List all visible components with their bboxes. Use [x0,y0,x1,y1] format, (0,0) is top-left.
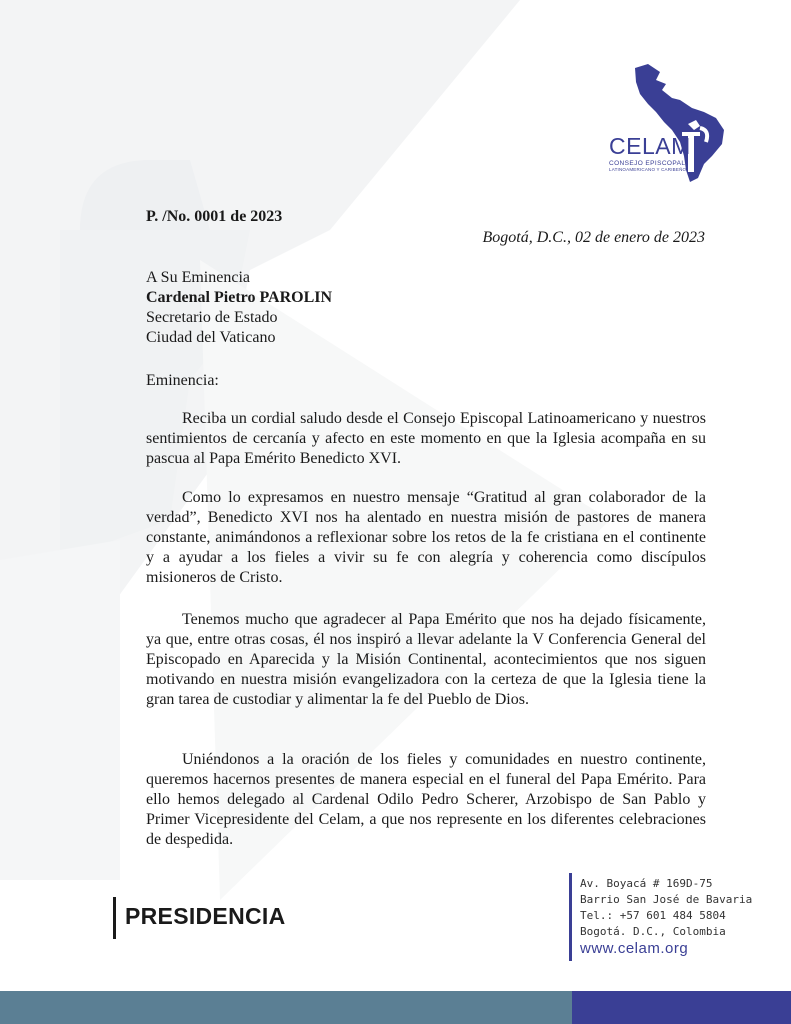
address-line-2: Barrio San José de Bavaria [580,893,753,906]
logo-subtitle-2: LATINOAMERICANO Y CARIBEÑO [609,167,687,172]
reference-number: P. /No. 0001 de 2023 [146,208,283,225]
city: Bogotá. D.C., Colombia [580,925,726,938]
website-link[interactable]: www.celam.org [580,940,689,957]
body-paragraph-2 [146,488,706,588]
addressee-name: Cardenal Pietro PAROLIN [146,289,333,306]
letter-date: Bogotá, D.C., 02 de enero de 2023 [482,229,705,246]
paragraph-text: Como lo expresamos en nuestro mensaje “Gratitud al gran colaborador de la verdad”, Benedicto XVI nos ha alentado en nuestra misión de pastores de manera constante, animándonos a reflexionar sobre los retos de la fe cristiana en el continente y a ayudar a los fieles a vivir su fe con alegría y coherencia como discípulos misioneros de Cristo. [146,489,706,586]
footer-band-left [0,991,572,1024]
addressee-place: Ciudad del Vaticano [146,329,276,346]
body-paragraph-4 [146,750,706,850]
presidencia-label: PRESIDENCIA [125,903,286,929]
body-paragraph-3 [146,610,706,710]
footer-band-right [572,991,791,1024]
paragraph-text: Reciba un cordial saludo desde el Consejo Episcopal Latinoamericano y nuestros sentimientos de cercanía y afecto en este momento en que la Iglesia acompaña en su pascua al Papa Emérito Benedicto XVI. [146,410,706,467]
salutation: Eminencia: [146,372,219,389]
body-paragraph-1 [146,409,706,469]
addressee-title: Secretario de Estado [146,309,278,326]
paragraph-text: Tenemos mucho que agradecer al Papa Emérito que nos ha dejado físicamente, ya que, entre otras cosas, él nos inspiró a llevar adelante la V Conferencia General del Episcopado en Aparecida y la Misión Continental, acontecimientos que nos siguen motivando en nuestra misión evangelizadora con la certeza de que la Iglesia tiene la gran tarea de custodiar y alimentar la fe del Pueblo de Dios. [146,611,706,708]
addressee-block [146,268,332,348]
contact-divider [569,873,572,961]
contact-block [580,876,752,957]
address-line-1: Av. Boyacá # 169D-75 [580,877,713,890]
logo-subtitle-1: CONSEJO EPISCOPAL [609,160,686,167]
logo-name: CELAM [609,133,691,159]
phone: Tel.: +57 601 484 5804 [580,909,726,922]
celam-logo [609,134,691,172]
presidencia-divider [113,897,116,939]
addressee-line: A Su Eminencia [146,269,250,286]
paragraph-text: Uniéndonos a la oración de los fieles y comunidades en nuestro continente, queremos hacernos presentes de manera especial en el funeral del Papa Emérito. Para ello hemos delegado al Cardenal Odilo Pedro Scherer, Arzobispo de San Pablo y Primer Vicepresidente del Celam, a que nos represente en los diferentes celebraciones de despedida. [146,751,706,848]
